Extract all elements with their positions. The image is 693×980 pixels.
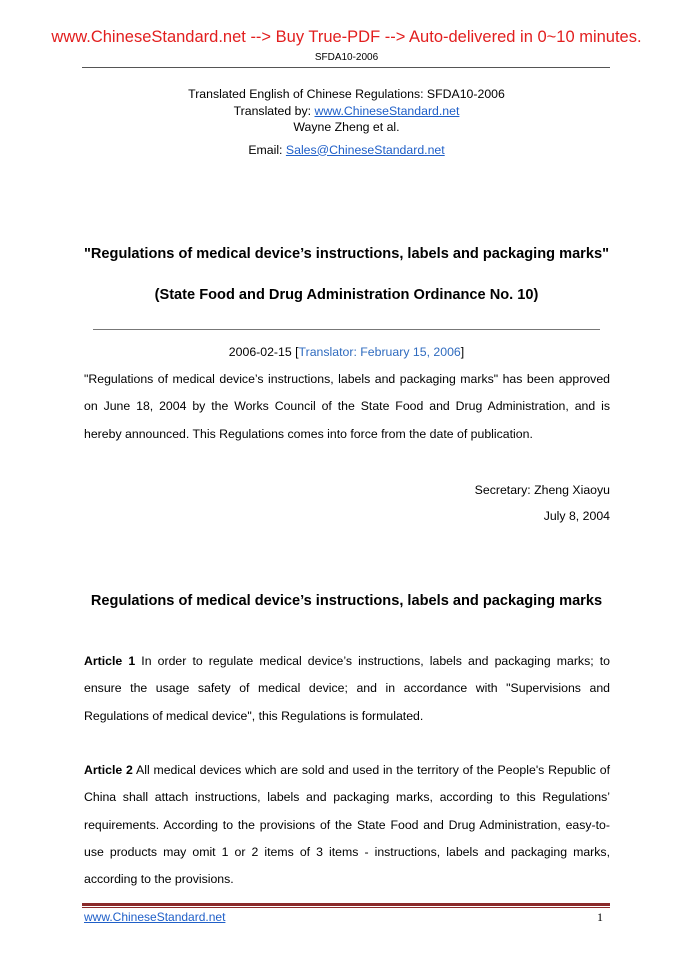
translated-line: Translated English of Chinese Regulations: SFDA10-2006 — [188, 87, 505, 101]
secretary-signature: Secretary: Zheng Xiaoyu — [474, 483, 610, 497]
article-1 — [84, 648, 610, 730]
document-title: "Regulations of medical device’s instructions, labels and packaging marks" — [83, 246, 610, 262]
article-2 — [84, 757, 610, 893]
translation-info — [0, 86, 693, 158]
translator-site-link[interactable]: www.ChineseStandard.net — [314, 103, 460, 118]
title-divider — [93, 329, 600, 330]
promo-banner[interactable]: www.ChineseStandard.net --> Buy True-PDF --> Auto-delivered in 0~10 minutes. — [51, 28, 642, 46]
document-id: SFDA10-2006 — [314, 52, 379, 63]
footer-divider — [82, 903, 610, 906]
footer-site-link[interactable]: www.ChineseStandard.net — [84, 910, 226, 924]
email-link[interactable]: Sales@ChineseStandard.net — [285, 142, 445, 157]
page-number: 1 — [597, 910, 603, 924]
section-title: Regulations of medical device’s instructions, labels and packaging marks — [90, 593, 603, 609]
email-label: Email: — [248, 142, 286, 157]
footer-divider-thin — [82, 907, 610, 908]
intro-paragraph: "Regulations of medical device’s instructions, labels and packaging marks" has been approved on June 18, 2004 by the Works Council of the State Food and Drug Administration, and is hereby announced. This Regulations comes into force from the date of publication. — [84, 372, 610, 441]
header-divider — [82, 67, 610, 68]
article-2-label: Article 2 — [84, 763, 133, 777]
translated-by-label: Translated by: — [233, 103, 315, 118]
signature-date: July 8, 2004 — [543, 509, 610, 523]
issue-date-text: 2006-02-15 [ — [228, 345, 299, 359]
translators: Wayne Zheng et al. — [293, 120, 400, 134]
translated-by — [0, 103, 693, 120]
article-2-text: All medical devices which are sold and used in the territory of the People's Republic of China shall attach instructions, labels and packaging marks, according to this Regulations’ requirements. According to the provisions of the State Food and Drug Administration, easy-to-use products may omit 1 or 2 items of 3 items - instructions, labels and packaging marks, according to the provisions. — [84, 763, 610, 887]
email-line — [0, 142, 693, 159]
issue-date-close: ] — [460, 345, 465, 359]
issue-date — [0, 345, 693, 359]
article-1-label: Article 1 — [84, 654, 136, 668]
translator-date-note: Translator: February 15, 2006 — [298, 345, 461, 359]
article-1-text: In order to regulate medical device’s instructions, labels and packaging marks; to ensure the usage safety of medical device; and in accordance with "Supervisions and Regulations of medical device", this Regulations is formulated. — [84, 654, 610, 723]
document-subtitle: (State Food and Drug Administration Ordinance No. 10) — [154, 287, 539, 303]
